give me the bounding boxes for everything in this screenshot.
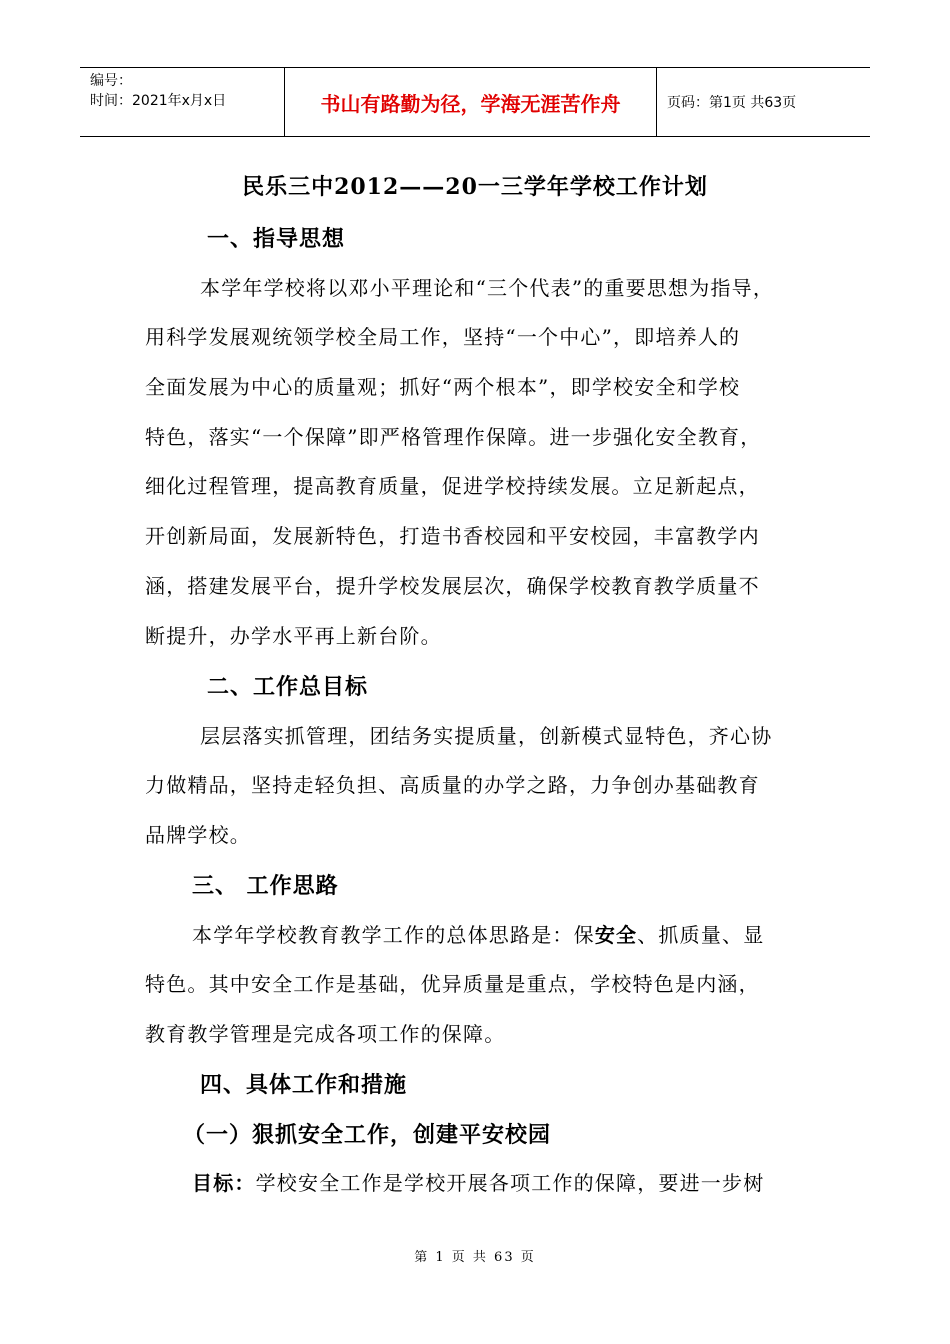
section-2-heading: 二、工作总目标 <box>207 675 369 700</box>
s3-line-3: 教育教学管理是完成各项工作的保障。 <box>145 1022 506 1046</box>
s2-line-1: 层层落实抓管理，团结务实提质量，创新模式显特色，齐心协 <box>200 724 773 748</box>
s1-line-5: 细化过程管理，提高教育质量，促进学校持续发展。立足新起点， <box>145 474 760 498</box>
s1-line-3: 全面发展为中心的质量观；抓好“两个根本”，即学校安全和学校 <box>145 375 741 399</box>
section-4-heading: 四、具体工作和措施 <box>200 1073 408 1098</box>
s1-line-8: 断提升，办学水平再上新台阶。 <box>145 624 442 648</box>
section-4-sub-heading: （一）狠抓安全工作，创建平安校园 <box>183 1123 552 1148</box>
number-label: 编号： <box>90 73 132 89</box>
header-left-cell <box>80 68 284 136</box>
s4-target-text: 学校安全工作是学校开展各项工作的保障，要进一步树 <box>255 1171 765 1195</box>
s3-line-1-b: 安全 <box>594 923 638 947</box>
s1-line-6: 开创新局面，发展新特色，打造书香校园和平安校园，丰富教学内 <box>145 524 760 548</box>
s2-line-3: 品牌学校。 <box>145 823 251 847</box>
s3-line-1-a: 本学年学校教育教学工作的总体思路是：保 <box>192 923 595 947</box>
header-motto: 书山有路勤为径，学海无涯苦作舟 <box>284 68 657 136</box>
s1-line-7: 涵，搭建发展平台，提升学校发展层次，确保学校教育教学质量不 <box>145 574 760 598</box>
document-title: 民乐三中2012——20一三学年学校工作计划 <box>242 174 708 200</box>
s1-line-2: 用科学发展观统领学校全局工作，坚持“一个中心”，即培养人的 <box>145 325 741 349</box>
page-footer: 第 1 页 共 63 页 <box>414 1250 536 1265</box>
s1-line-4: 特色，落实“一个保障”即严格管理作保障。进一步强化安全教育， <box>145 425 762 449</box>
s2-line-2: 力做精品，坚持走轻负担、高质量的办学之路，力争创办基础教育 <box>145 773 760 797</box>
s3-line-1 <box>192 919 764 948</box>
header-table <box>80 67 870 137</box>
header-page-code: 页码：第1页 共63页 <box>667 95 797 111</box>
s3-line-1-c: 、抓质量、显 <box>637 923 765 947</box>
time-label: 时间：2021年x月x日 <box>90 93 227 109</box>
s1-line-1: 本学年学校将以邓小平理论和“三个代表”的重要思想为指导， <box>200 276 775 300</box>
s3-line-2: 特色。其中安全工作是基础，优异质量是重点，学校特色是内涵， <box>145 972 760 996</box>
section-1-heading: 一、指导思想 <box>207 227 346 252</box>
s4-target-label: 目标： <box>192 1171 256 1195</box>
section-3-heading: 三、 工作思路 <box>192 874 339 899</box>
s4-target-line <box>192 1167 764 1196</box>
